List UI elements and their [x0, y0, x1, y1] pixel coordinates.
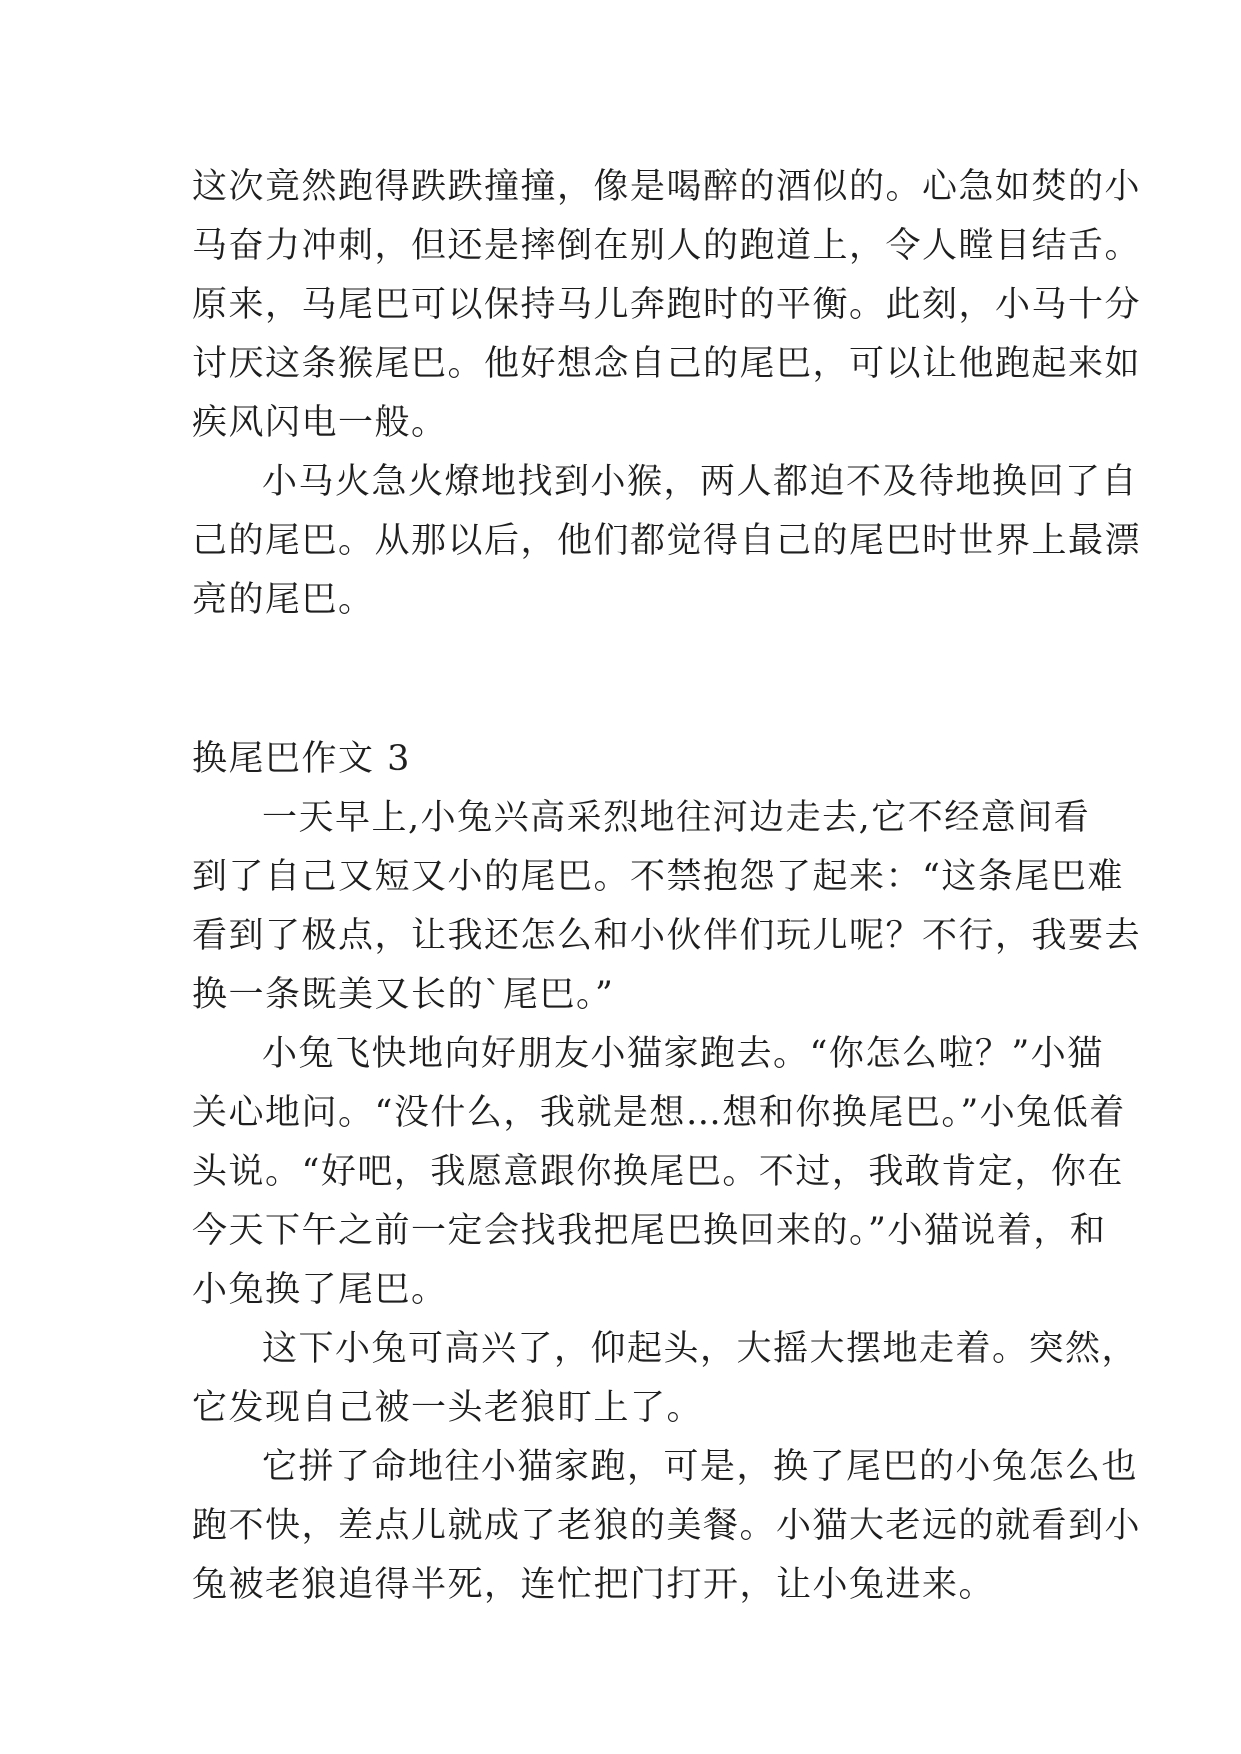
text-line: 关心地问。“没什么，我就是想…想和你换尾巴。”小兔低着: [192, 1093, 1126, 1133]
paragraph-start-line: 一天早上,小兔兴高采烈地往河边走去,它不经意间看: [262, 798, 1091, 838]
text-line: 亮的尾巴。: [192, 580, 375, 620]
text-line: 兔被老狼追得半死，连忙把门打开，让小兔进来。: [192, 1565, 996, 1605]
paragraph-start-line: 这下小兔可高兴了，仰起头，大摇大摆地走着。突然，: [262, 1329, 1139, 1369]
text-line: 跑不快，差点儿就成了老狼的美餐。小猫大老远的就看到小: [192, 1506, 1142, 1546]
text-line: 它发现自己被一头老狼盯上了。: [192, 1388, 704, 1428]
text-line: 头说。“好吧，我愿意跟你换尾巴。不过，我敢肯定，你在: [192, 1152, 1124, 1192]
body-text: [192, 158, 1142, 1615]
text-line: 今天下午之前一定会找我把尾巴换回来的。”小猫说着，和: [192, 1211, 1107, 1251]
text-line: 疾风闪电一般。: [192, 403, 448, 443]
text-line: 这次竟然跑得跌跌撞撞，像是喝醉的酒似的。心急如焚的小: [192, 167, 1142, 207]
text-line: 原来，马尾巴可以保持马儿奔跑时的平衡。此刻，小马十分: [192, 285, 1142, 325]
paragraph-start-line: 小马火急火燎地找到小猴，两人都迫不及待地换回了自: [262, 462, 1139, 502]
text-line: 看到了极点，让我还怎么和小伙伴们玩儿呢？不行，我要去: [192, 916, 1142, 956]
text-line: 马奋力冲刺，但还是摔倒在别人的跑道上，令人瞠目结舌。: [192, 226, 1142, 266]
text-line: 己的尾巴。从那以后，他们都觉得自己的尾巴时世界上最漂: [192, 521, 1142, 561]
section-gap: [192, 630, 1052, 730]
text-line: 换一条既美又长的`尾巴。”: [192, 975, 615, 1015]
section-heading: 换尾巴作文 3: [192, 739, 411, 779]
paragraph-start-line: 小兔飞快地向好朋友小猫家跑去。“你怎么啦？”小猫: [262, 1034, 1104, 1074]
text-line: 小兔换了尾巴。: [192, 1270, 448, 1310]
text-line: 到了自己又短又小的尾巴。不禁抱怨了起来：“这条尾巴难: [192, 857, 1124, 897]
paragraph-start-line: 它拼了命地往小猫家跑，可是，换了尾巴的小兔怎么也: [262, 1447, 1139, 1487]
text-line: 讨厌这条猴尾巴。他好想念自己的尾巴，可以让他跑起来如: [192, 344, 1142, 384]
